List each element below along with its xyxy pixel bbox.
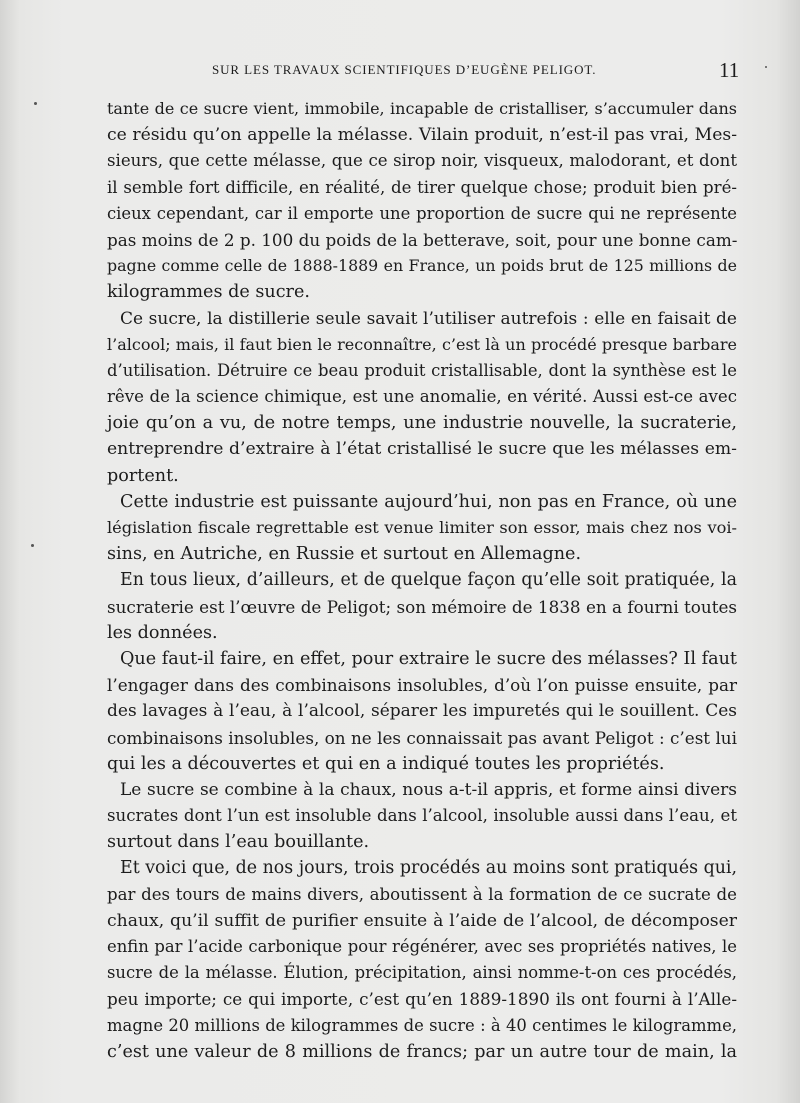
text-line: c’est une valeur de 8 millions de francs; par un autre tour de main, la <box>107 1041 737 1062</box>
text-line: il semble fort difficile, en réalité, de tirer quelque chose; produit bien pré- <box>107 177 737 197</box>
paragraph-start-line: Cette industrie est puissante aujourd’hui, non pas en France, où une <box>120 491 737 512</box>
text-line: sucre de la mélasse. Élution, précipitation, ainsi nomme-t-on ces procédés, <box>107 963 737 983</box>
text-line: portent. <box>107 465 179 486</box>
running-head <box>0 60 800 80</box>
text-line: enfin par l’acide carbonique pour régénérer, avec ses propriétés natives, le <box>107 937 737 956</box>
text-line: joie qu’on a vu, de notre temps, une industrie nouvelle, la sucraterie, <box>107 413 737 434</box>
text-line: d’utilisation. Détruire ce beau produit cristallisable, dont la synthèse est le <box>107 360 737 380</box>
running-title: SUR LES TRAVAUX SCIENTIFIQUES D’EUGÈNE PELIGOT. <box>212 62 597 77</box>
text-line: tante de ce sucre vient, immobile, incapable de cristalliser, s’accumuler dans <box>107 99 737 118</box>
page-number: 11 <box>719 58 740 82</box>
text-line: peu importe; ce qui importe, c’est qu’en 1889-1890 ils ont fourni à l’Alle- <box>107 989 737 1010</box>
text-line: l’engager dans des combinaisons insolubles, d’où l’on puisse ensuite, par <box>107 675 737 696</box>
text-line: sieurs, que cette mélasse, que ce sirop noir, visqueux, malodorant, et dont <box>107 151 737 171</box>
margin-speck <box>34 102 37 105</box>
paragraph-start-line: Et voici que, de nos jours, trois procédés au moins sont pratiqués qui, <box>120 858 737 879</box>
text-line: magne 20 millions de kilogrammes de sucre : à 40 centimes le kilogramme, <box>107 1015 737 1035</box>
paragraph-start-line: Ce sucre, la distillerie seule savait l’utiliser autrefois : elle en faisait de <box>120 308 737 329</box>
text-line: par des tours de mains divers, aboutissent à la formation de ce sucrate de <box>107 884 737 904</box>
paragraph-start-line: En tous lieux, d’ailleurs, et de quelque façon qu’elle soit pratiquée, la <box>120 570 737 591</box>
paragraph-start-line: Le sucre se combine à la chaux, nous a-t-il appris, et forme ainsi divers <box>120 779 737 800</box>
body-text <box>107 96 737 1065</box>
margin-speck <box>31 544 34 547</box>
text-line: sucraterie est l’œuvre de Peligot; son mémoire de 1838 en a fourni toutes <box>107 596 737 617</box>
text-line: des lavages à l’eau, à l’alcool, séparer les impuretés qui le souillent. Ces <box>107 701 737 722</box>
paragraph-start-line: Que faut-il faire, en effet, pour extraire le sucre des mélasses? Il faut <box>120 648 737 669</box>
text-line: pas moins de 2 p. 100 du poids de la betterave, soit, pour une bonne cam- <box>107 229 738 250</box>
text-line: cieux cependant, car il emporte une proportion de sucre qui ne représente <box>107 203 737 223</box>
text-line: surtout dans l’eau bouillante. <box>107 832 370 853</box>
text-line: chaux, qu’il suffit de purifier ensuite à l’aide de l’alcool, de décomposer <box>107 910 737 931</box>
text-line: pagne comme celle de 1888-1889 en France, un poids brut de 125 millions de <box>107 256 737 276</box>
text-line: les données. <box>107 622 218 643</box>
text-line: ce résidu qu’on appelle la mélasse. Vilain produit, n’est-il pas vrai, Mes- <box>107 125 737 146</box>
text-line: qui les a découvertes et qui en a indiqué toutes les propriétés. <box>107 753 665 774</box>
text-line: l’alcool; mais, il faut bien le reconnaître, c’est là un procédé presque barbare <box>107 334 737 354</box>
text-line: législation fiscale regrettable est venue limiter son essor, mais chez nos voi- <box>107 518 737 537</box>
text-line: combinaisons insolubles, on ne les connaissait pas avant Peligot : c’est lui <box>107 727 737 748</box>
text-line: sins, en Autriche, en Russie et surtout en Allemagne. <box>107 544 582 565</box>
text-line: entreprendre d’extraire à l’état cristallisé le sucre que les mélasses em- <box>107 439 737 460</box>
text-line: rêve de la science chimique, est une anomalie, en vérité. Aussi est-ce avec <box>107 387 737 407</box>
text-line: kilogrammes de sucre. <box>107 282 310 303</box>
text-line: sucrates dont l’un est insoluble dans l’alcool, insoluble aussi dans l’eau, et <box>107 806 737 826</box>
